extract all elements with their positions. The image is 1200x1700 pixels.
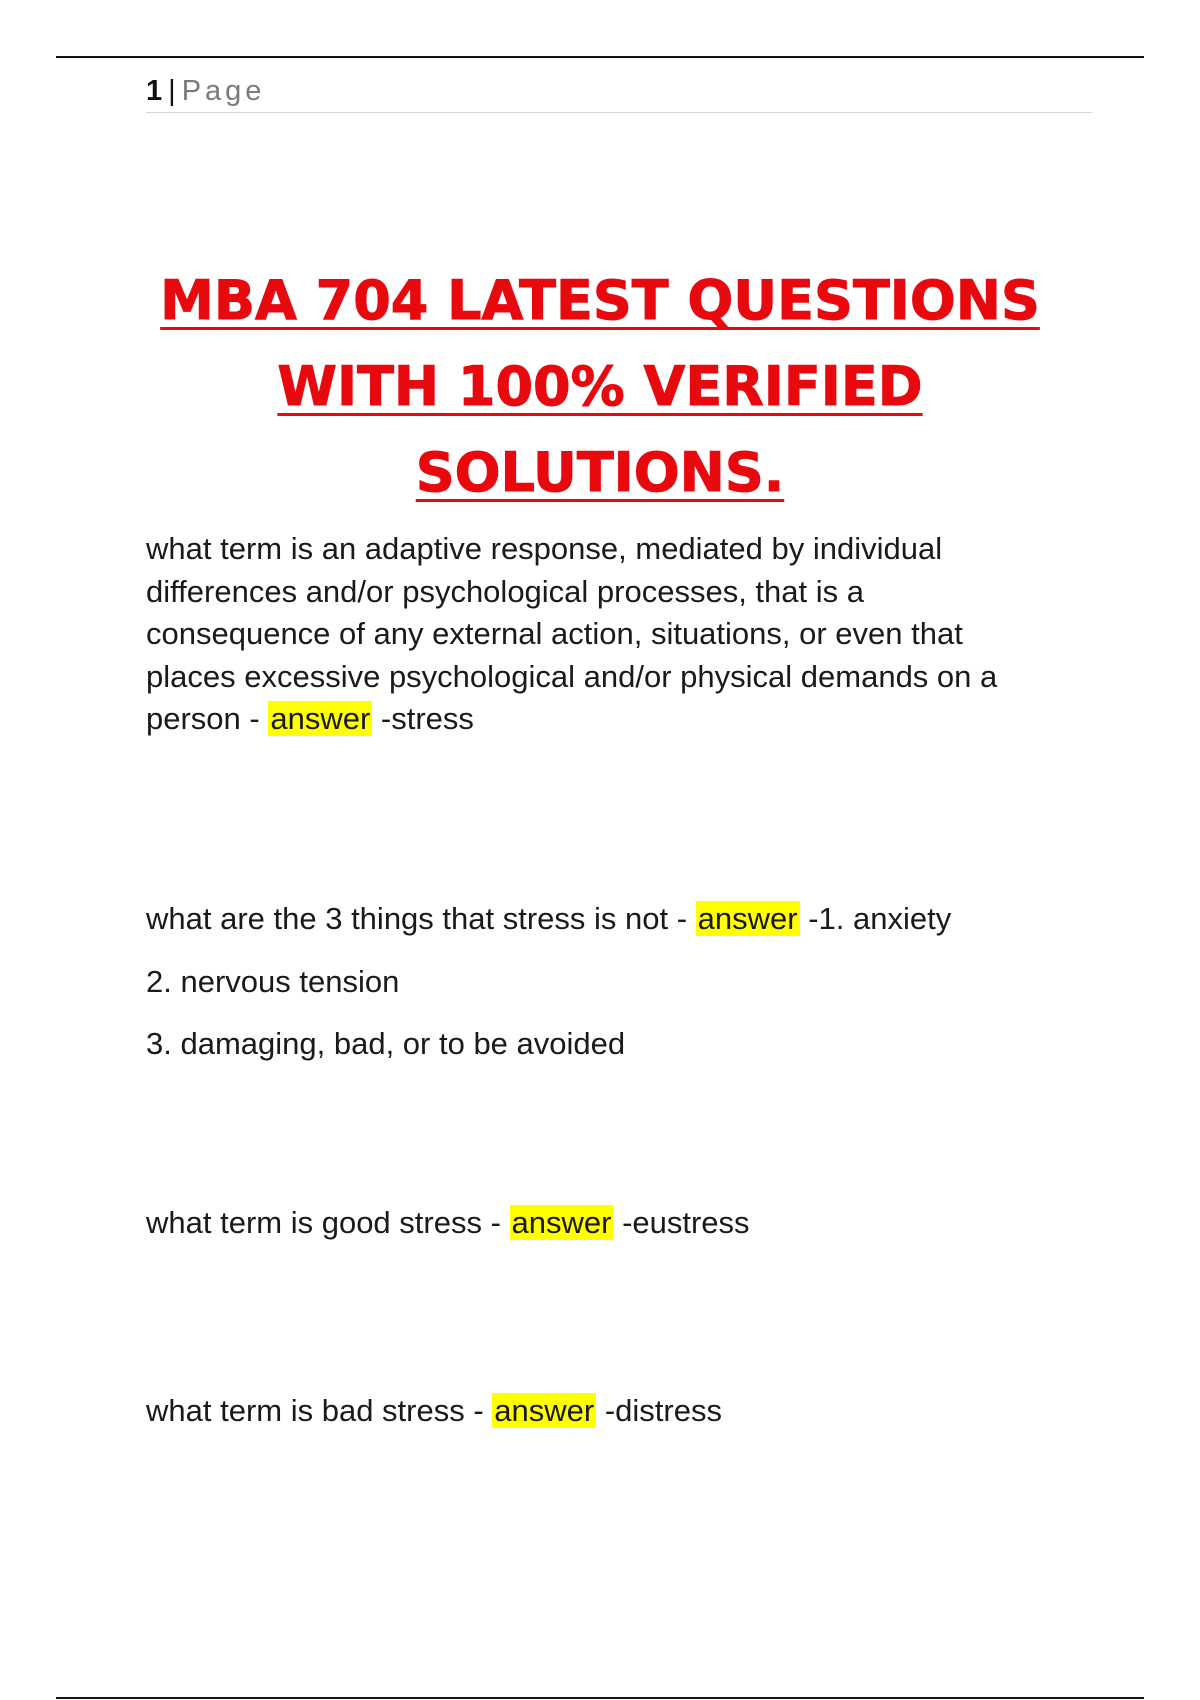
answer-marker: answer	[270, 701, 371, 736]
answer-list-item: 2. nervous tension	[146, 963, 400, 999]
title-line: WITH 100% VERIFIED	[277, 355, 923, 418]
answer-marker: answer	[511, 1205, 612, 1240]
question-line: consequence of any external action, situations, or even that	[146, 616, 963, 651]
qa-item-good-stress	[146, 1202, 1076, 1244]
header-separator: |	[168, 75, 176, 107]
page-label: Page	[181, 75, 266, 107]
page-header	[146, 72, 1092, 113]
qa-item-stress	[146, 528, 1076, 741]
qa-item-bad-stress	[146, 1390, 1076, 1432]
question-text: what term is bad stress -	[146, 1393, 493, 1428]
answer-text: -eustress	[613, 1205, 750, 1240]
question-line: differences and/or psychological processes, that is a	[146, 573, 864, 609]
title-line: SOLUTIONS.	[415, 441, 785, 504]
answer-marker: answer	[697, 901, 798, 936]
answer-text: -1. anxiety	[799, 901, 952, 936]
question-text: what term is good stress -	[146, 1205, 510, 1240]
bottom-border-line	[56, 1697, 1144, 1699]
top-border-line	[56, 56, 1144, 58]
question-text: person -	[146, 701, 269, 736]
answer-text: -distress	[596, 1393, 722, 1428]
question-line	[146, 1202, 1076, 1244]
question-line	[146, 698, 1076, 741]
question-line: places excessive psychological and/or physical demands on a	[146, 658, 998, 694]
question-line	[146, 1390, 1076, 1432]
page-number: 1	[146, 75, 163, 107]
title-line: MBA 704 LATEST QUESTIONS	[160, 269, 1040, 332]
answer-marker: answer	[494, 1393, 595, 1428]
question-text: what are the 3 things that stress is not -	[146, 901, 696, 936]
answer-list-item: 3. damaging, bad, or to be avoided	[146, 1026, 626, 1061]
qa-item-stress-is-not	[146, 888, 1076, 1076]
answer-text: -stress	[372, 701, 474, 736]
document-title	[60, 258, 1140, 516]
question-line: what term is an adaptive response, mediated by individual	[146, 531, 943, 566]
question-line	[146, 888, 1076, 951]
